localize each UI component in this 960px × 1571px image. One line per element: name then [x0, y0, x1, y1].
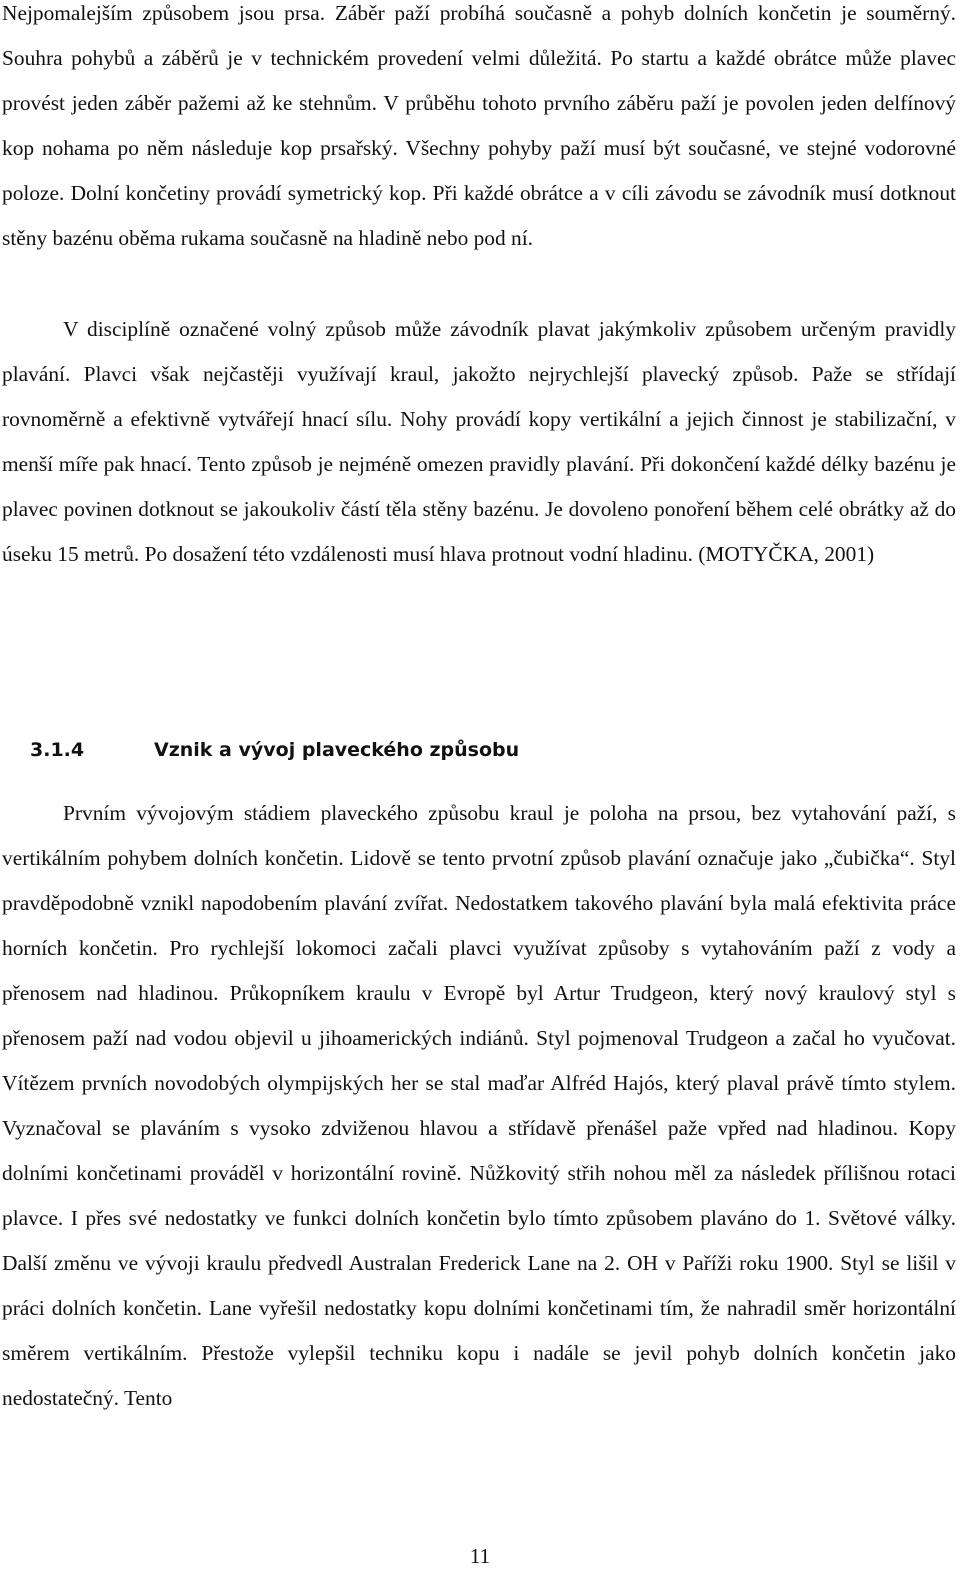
paragraph-breaststroke: Nejpomalejším způsobem jsou prsa. Záběr paží probíhá současně a pohyb dolních končetin je souměrný. Souhra pohybů a záběrů je v technickém provedení velmi důležitá. Po startu a každé obrátce může plavec provést jeden záběr pažemi až ke stehnům. V průběhu tohoto prvního záběru paží je povolen jeden delfínový kop nohama po něm následuje kop prsařský. Všechny pohyby paží musí být současné, ve stejné vodorovné poloze. Dolní končetiny provádí symetrický kop. Při každé obrátce a v cíli závodu se závodník musí dotknout stěny bazénu oběma rukama současně na hladině nebo pod ní.: [2, 1, 956, 250]
paragraph-history: Prvním vývojovým stádiem plaveckého způsobu kraul je poloha na prsou, bez vytahování paží, s vertikálním pohybem dolních končetin. Lidově se tento prvotní způsob plavání označuje jako „čubička“. Styl pravděpodobně vznikl napodobením plavání zvířat. Nedostatkem takového plavání byla malá efektivita práce horních končetin. Pro rychlejší lokomoci začali plavci využívat způsoby s vytahováním paží z vody a přenosem nad hladinou. Průkopníkem kraulu v Evropě byl Artur Trudgeon, který nový kraulový styl s přenosem paží nad vodou objevil u jihoamerických indiánů. Styl pojmenoval Trudgeon a začal ho vyučovat. Vítězem prvních novodobých olympijských her se stal maďar Alfréd Hajós, který plaval právě tímto stylem. Vyznačoval se plaváním s vysoko zdviženou hlavou a střídavě přenášel paže vpřed nad hladinou. Kopy dolními končetinami prováděl v horizontální rovině. Nůžkovitý střih nohou měl za následek přílišnou rotaci plavce. I přes své nedostatky ve funkci dolních končetin bylo tímto způsobem plaváno do 1. Světové války. Další změnu ve vývoji kraulu předvedl Australan Frederick Lane na 2. OH v Paříži roku 1900. Styl se lišil v práci dolních končetin. Lane vyřešil nedostatky kopu dolními končetinami tím, že nahradil směr horizontální směrem vertikálním. Přestože vylepšil techniku kopu i nadále se jevil pohyb dolních končetin jako nedostatečný. Tento: [2, 801, 956, 1410]
section-title: Vznik a vývoj plaveckého způsobu: [154, 739, 520, 761]
section-heading: [2, 735, 519, 765]
section-number: 3.1.4: [30, 739, 85, 761]
paragraph-freestyle: V disciplíně označené volný způsob může závodník plavat jakýmkoliv způsobem určeným pravidly plavání. Plavci však nejčastěji využívají kraul, jakožto nejrychlejší plavecký způsob. Paže se střídají rovnoměrně a efektivně vytvářejí hnací sílu. Nohy provádí kopy vertikální a jejich činnost je stabilizační, v menší míře pak hnací. Tento způsob je nejméně omezen pravidly plavání. Při dokončení každé délky bazénu je plavec povinen dotknout se jakoukoliv částí těla stěny bazénu. Je dovoleno ponoření během celé obrátky až do úseku 15 metrů. Po dosažení této vzdálenosti musí hlava protnout vodní hladinu. (MOTYČKA, 2001): [2, 317, 956, 566]
page-number: 11: [469, 1544, 491, 1568]
